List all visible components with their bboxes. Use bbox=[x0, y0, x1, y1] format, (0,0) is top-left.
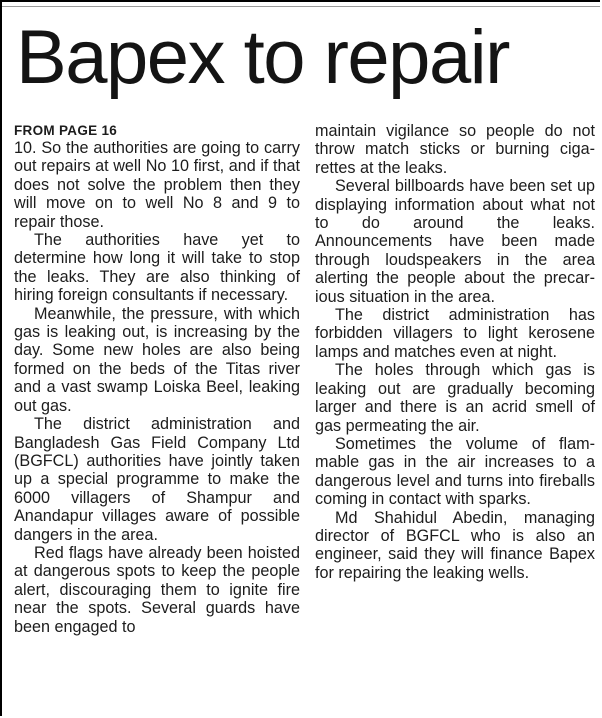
top-rule bbox=[2, 6, 600, 7]
article-column-left bbox=[14, 122, 300, 636]
paragraph: Sometimes the volume of flammable gas in the air increases to a dangerous level and turns into fireballs coming in contact with sparks. bbox=[315, 434, 595, 509]
paragraph: Md Shahidul Abedin, managing director of BGFCL who is also an engineer, said they will finance Bapex for repairing the leaking wells. bbox=[315, 508, 595, 582]
paragraph: Several billboards have been set up displaying information about what not to do around the leaks. Announcements have been made through loudspeakers in the area alerting the people about the precarious situation in the area. bbox=[315, 177, 595, 306]
paragraph: 10. So the authorities are going to carry out repairs at well No 10 first, and if that does not solve the problem then they will move on to well No 8 and 9 to repair those. bbox=[14, 139, 300, 231]
continued-from-label: FROM PAGE 16 bbox=[14, 123, 118, 138]
paragraph: Meanwhile, the pressure, with which gas is leaking out, is increasing by the day. Some new holes are also being formed on the beds of the Titas river and a vast swamp Loiska Beel, leaking out gas. bbox=[14, 304, 300, 415]
paragraph: The holes through which gas is leaking out are gradually becoming larger and there is an acrid smell of gas permeating the air. bbox=[315, 361, 595, 435]
paragraph: Red flags have already been hoisted at dangerous spots to keep the people alert, discouraging them to ignite fire near the spots. Several guards have been engaged to bbox=[14, 543, 300, 636]
paragraph: maintain vigilance so people do not throw match sticks or burning cigarettes at the leaks. bbox=[315, 122, 595, 177]
headline: Bapex to repair bbox=[16, 15, 509, 100]
paragraph: The district administration has forbidden villagers to light kerosene lamps and matches even at night. bbox=[315, 306, 595, 361]
paragraph: The district administration and Bangladesh Gas Field Company Ltd (BGFCL) authorities have jointly taken up a special programme to make the 6000 villagers of Shampur and Anandapur villages aware of possible dangers in the area. bbox=[14, 415, 300, 544]
article-column-right bbox=[315, 122, 595, 582]
paragraph: The authorities have yet to determine how long it will take to stop the leaks. They are also thinking of hiring foreign consultants if necessary. bbox=[14, 231, 300, 305]
